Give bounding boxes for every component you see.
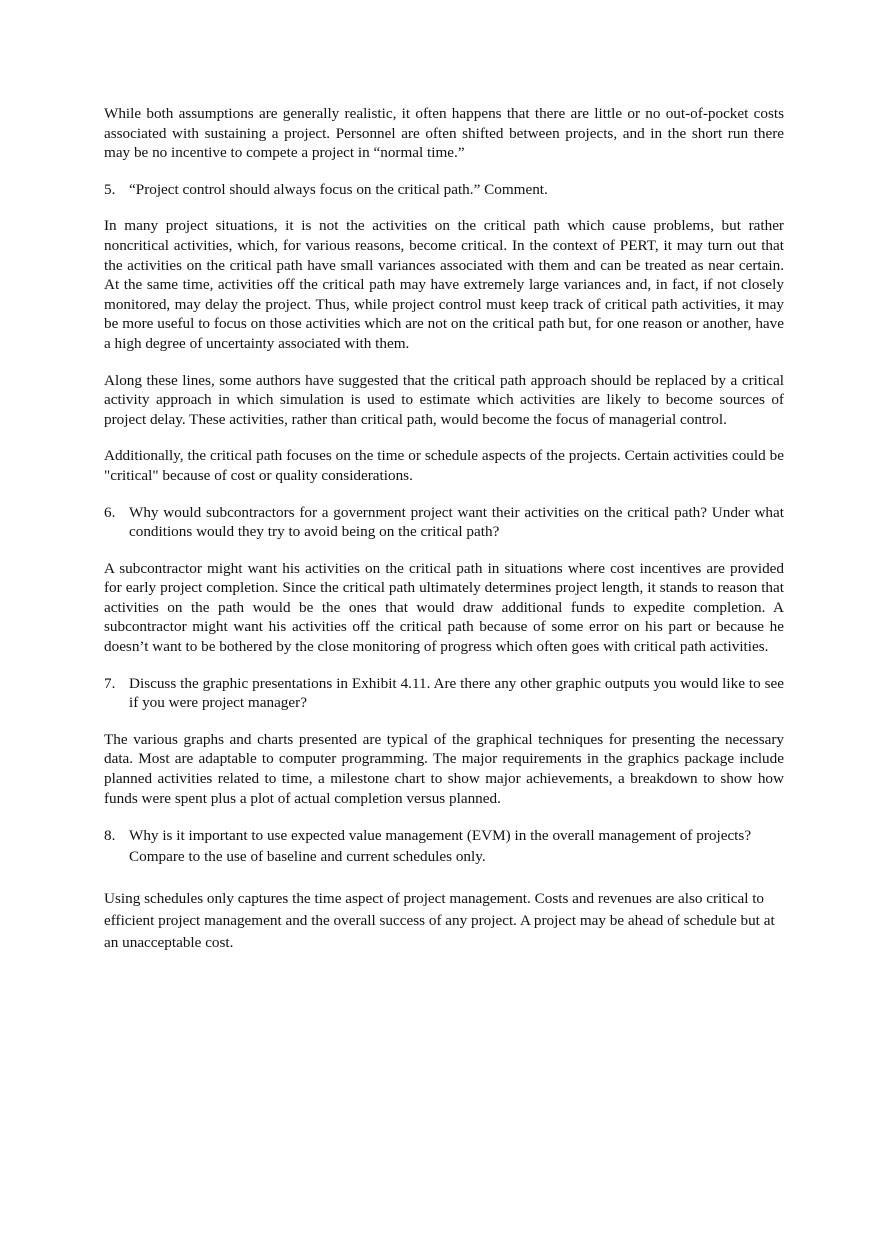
answer-paragraph-subcontractor: A subcontractor might want his activities on the critical path in situations where cost incentives are provided for early project completion. Since the critical path ultimately determines project length, it stands to reason that activities on the path would be the ones that would draw additional funds to expedite completion. A subcontractor might want his activities off the critical path because of some error on his part or because he doesn’t want to be bothered by the close monitoring of progress which often goes with critical path activities.	[104, 559, 784, 656]
question-7	[104, 674, 784, 713]
question-5	[104, 180, 784, 200]
answer-paragraph-graphics: The various graphs and charts presented are typical of the graphical techniques for presenting the necessary data. Most are adaptable to computer programming. The major requirements in the graphics package include planned activities related to time, a milestone chart to show major achievements, a breakdown to show how funds were spent plus a plot of actual completion versus planned.	[104, 730, 784, 807]
question-number: 6.	[104, 503, 116, 521]
answer-paragraph-assumptions: While both assumptions are generally realistic, it often happens that there are little or no out-of-pocket costs associated with sustaining a project. Personnel are often shifted between projects, and in the short run there may be no incentive to compete a project in “normal time.”	[104, 105, 784, 162]
question-text: Why would subcontractors for a government project want their activities on the critical path? Under what conditions would they try to avoid being on the critical path?	[129, 503, 784, 541]
question-8	[104, 825, 784, 867]
question-number: 7.	[104, 674, 116, 692]
question-6	[104, 503, 784, 542]
answer-paragraph-cost-quality: Additionally, the critical path focuses on the time or schedule aspects of the projects. Certain activities could be "critical" because of cost or quality considerations.	[104, 447, 784, 484]
answer-paragraph-critical-path: In many project situations, it is not the activities on the critical path which cause problems, but rather noncritical activities, which, for various reasons, become critical. In the context of PERT, it may turn out that the activities on the critical path have small variances associated with them and can be treated as near certain. At the same time, activities off the critical path may have extremely large variances and, in fact, if not closely monitored, may delay the project. Thus, while project control must keep track of critical path activities, it may be more useful to focus on those activities which are not on the critical path but, for one reason or another, have a high degree of uncertainty associated with them.	[104, 217, 784, 352]
question-number: 8.	[104, 827, 116, 845]
document-page	[104, 104, 784, 971]
question-text: “Project control should always focus on the critical path.” Comment.	[129, 180, 548, 198]
question-number: 5.	[104, 180, 116, 198]
answer-paragraph-evm: Using schedules only captures the time aspect of project management. Costs and revenues are also critical to efficient project management and the overall success of any project. A project may be ahead of schedule but at an unacceptable cost.	[104, 890, 775, 952]
question-text: Discuss the graphic presentations in Exhibit 4.11. Are there any other graphic outputs you would like to see if you were project manager?	[129, 674, 784, 712]
question-text: Why is it important to use expected value management (EVM) in the overall management of projects? Compare to the use of baseline and current schedules only.	[129, 827, 752, 866]
answer-paragraph-critical-activity: Along these lines, some authors have suggested that the critical path approach should be replaced by a critical activity approach in which simulation is used to estimate which activities are likely to become sources of project delay. These activities, rather than critical path, would become the focus of managerial control.	[104, 371, 784, 428]
